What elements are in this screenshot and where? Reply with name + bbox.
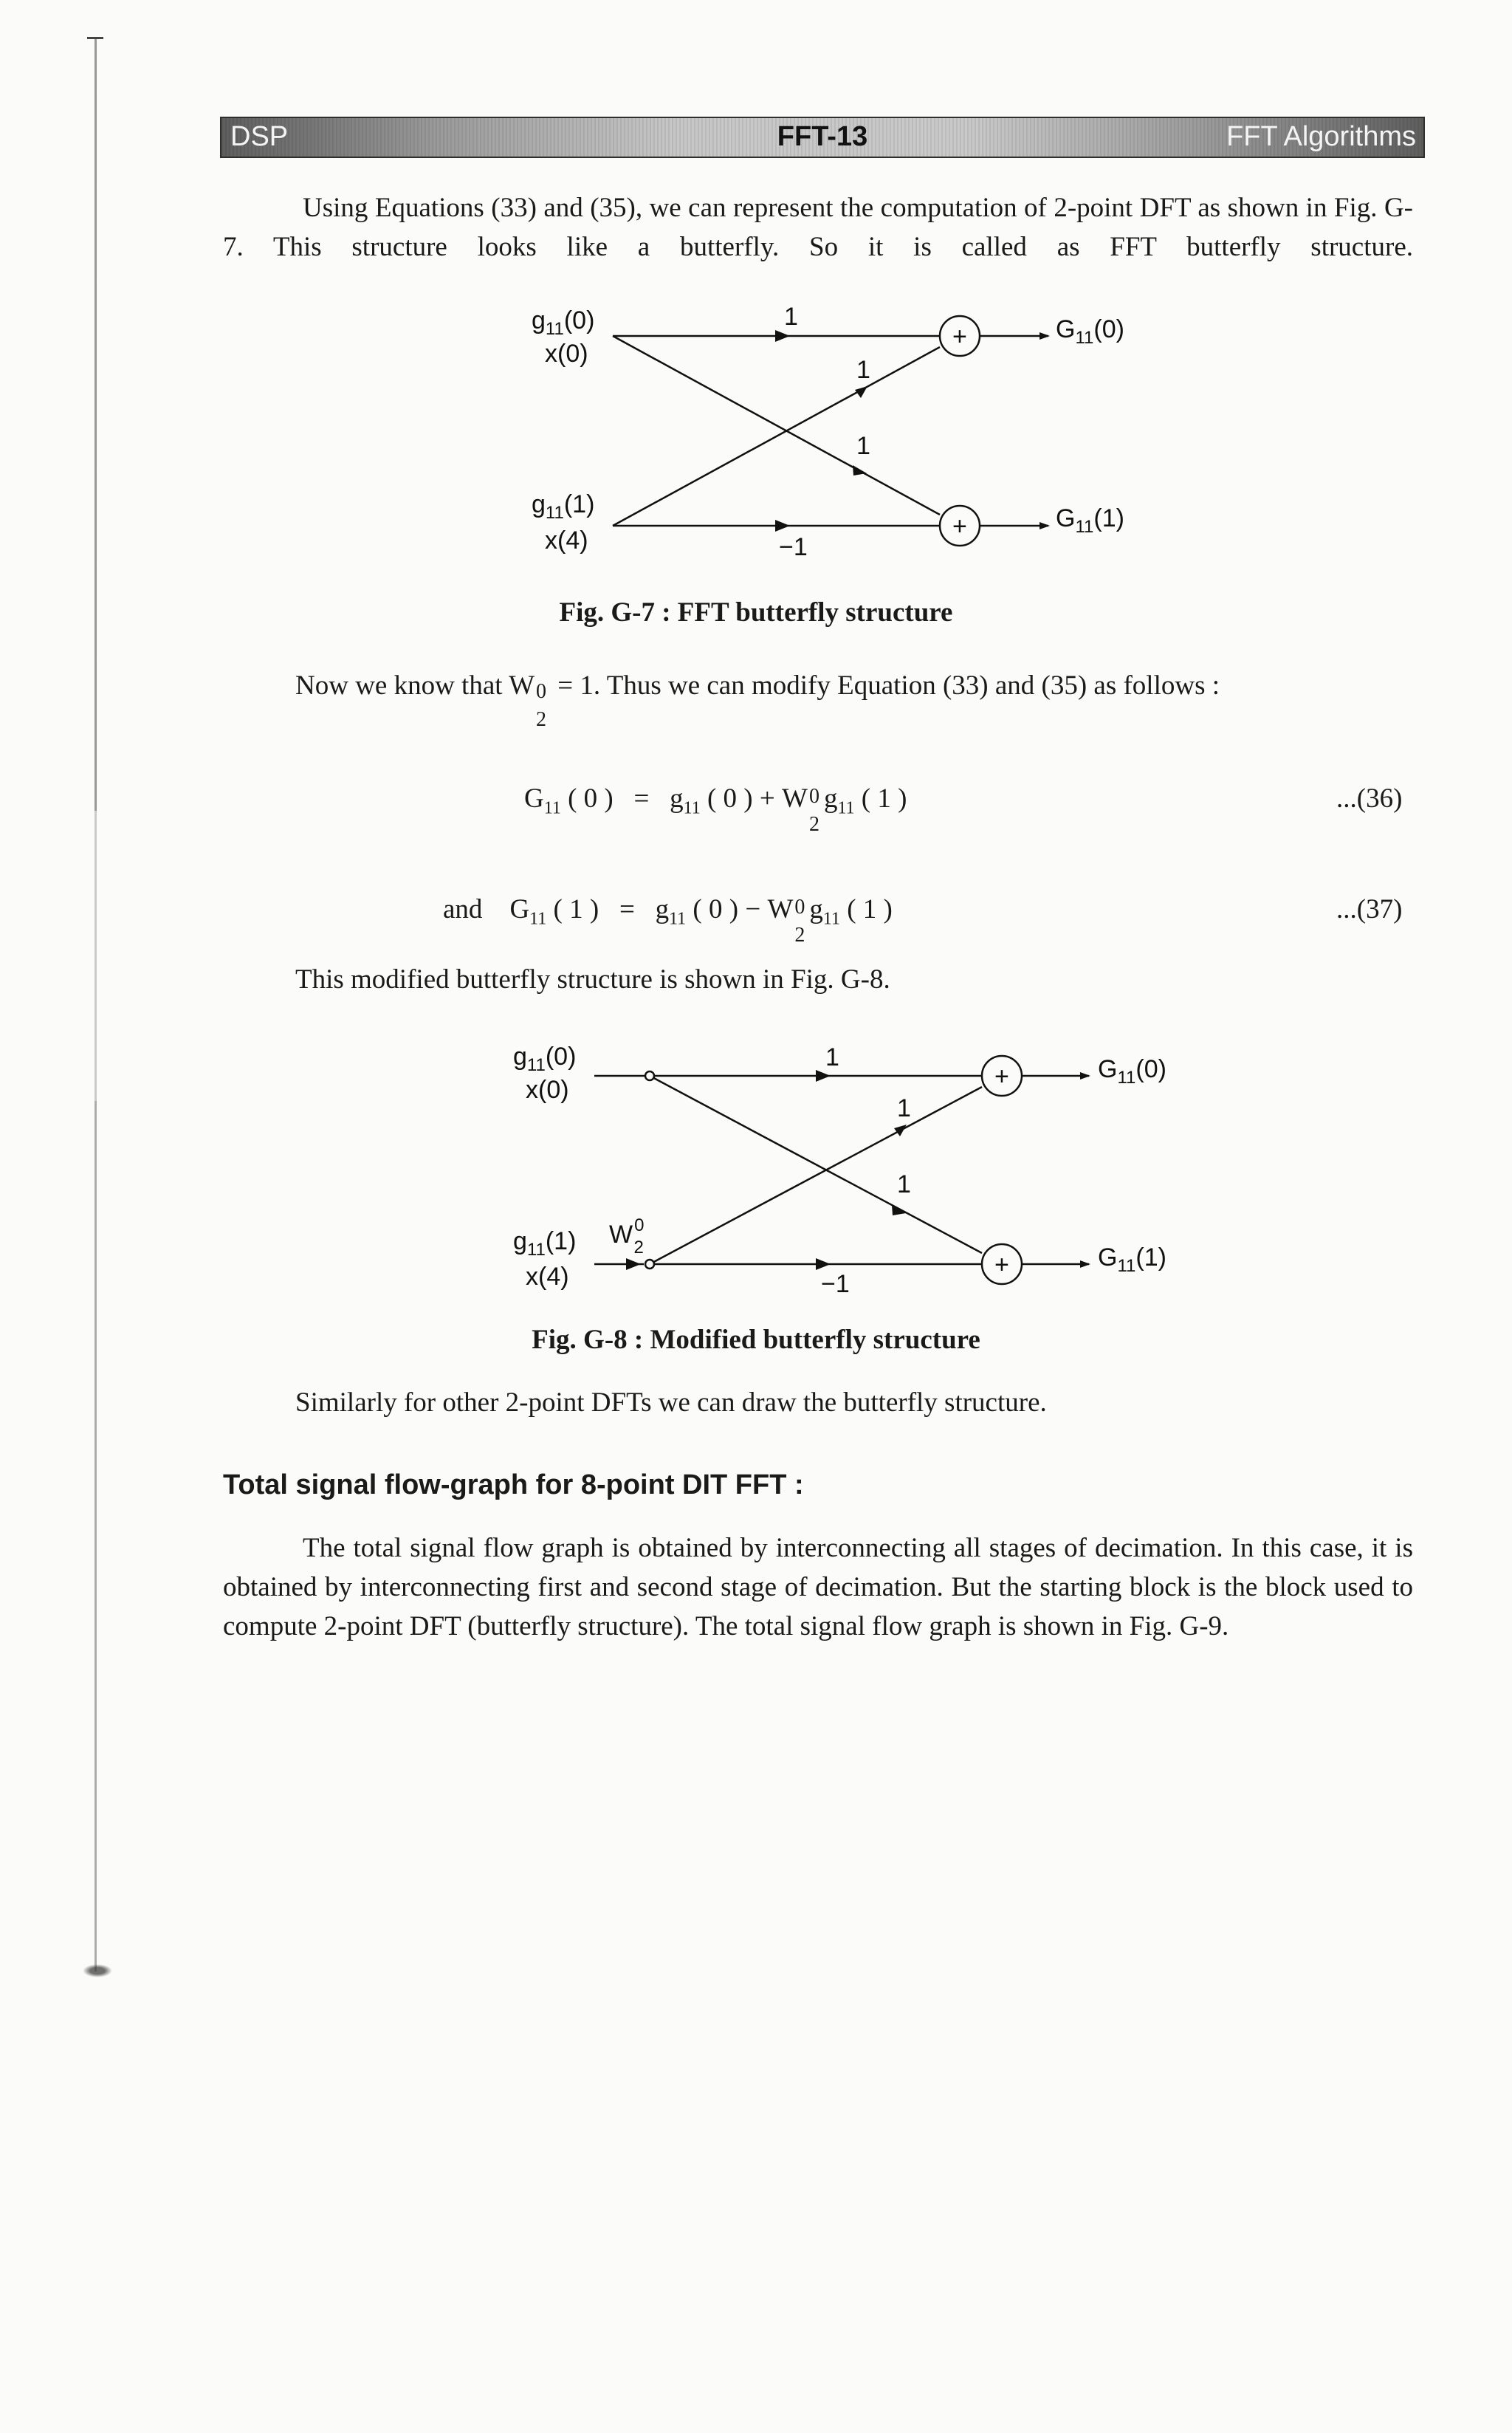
fig8-cross-down bbox=[650, 1076, 982, 1253]
fig8-arrow-cross-up bbox=[894, 1125, 907, 1136]
fig7-adder-top-sign: + bbox=[952, 323, 967, 351]
fig8-node-bottom bbox=[645, 1260, 654, 1269]
fig8-arrow-twiddle bbox=[626, 1258, 641, 1270]
equation-37: and $G_{11}$ ( 1 ) = $g_{11}$ ( 0 ) − W 0 2 $g_{11}$ ( 1 ) bbox=[443, 894, 893, 947]
fig8-output0-label: $G_{11}(0)$ bbox=[1098, 1055, 1166, 1088]
equation-36: $G_{11}$ ( 0 ) = $g_{11}$ ( 0 ) + W 0 2 $g_{11}$ ( 1 ) bbox=[524, 783, 907, 836]
fig7-caption: Fig. G-7 : FFT butterfly structure bbox=[559, 597, 953, 628]
equation-36-ref: ...(36) bbox=[1336, 783, 1403, 814]
fig8-caption: Fig. G-8 : Modified butterfly structure bbox=[532, 1325, 980, 1355]
fig8-weight-bottom: −1 bbox=[821, 1270, 850, 1298]
fig8-weight-top: 1 bbox=[825, 1043, 839, 1071]
fig8-input1-alt: x(4) bbox=[526, 1263, 569, 1291]
fig8-input1-label: $g_{11}(1)$ bbox=[513, 1227, 577, 1260]
fig7-input0-alt: x(0) bbox=[545, 340, 588, 368]
fig7-weight-cross-up: 1 bbox=[856, 356, 870, 384]
fig8-cross-up bbox=[650, 1087, 982, 1264]
fig7-input1-alt: x(4) bbox=[545, 526, 588, 555]
fig8-adder-bottom-sign: + bbox=[994, 1251, 1009, 1279]
similarly-paragraph: Similarly for other 2-point DFTs we can draw the butterfly structure. bbox=[295, 1387, 1047, 1418]
paragraph-w20: Now we know that W 0 2 = 1. Thus we can modify Equation (33) and (35) as follows : bbox=[295, 670, 1220, 731]
header-left-label: DSP bbox=[230, 121, 289, 152]
fig8-weight-cross-down: 1 bbox=[897, 1170, 911, 1198]
fig7-weight-bottom: −1 bbox=[779, 533, 808, 561]
fig8-adder-top-sign: + bbox=[994, 1063, 1009, 1091]
fig8-arrow-cross-down bbox=[892, 1205, 906, 1215]
fig8-weight-cross-up: 1 bbox=[897, 1094, 911, 1122]
fig7-output0-label: $G_{11}(0)$ bbox=[1056, 315, 1124, 348]
modified-intro-paragraph: This modified butterfly structure is shown in Fig. G-8. bbox=[295, 964, 890, 995]
fig8-input0-label: $g_{11}(0)$ bbox=[513, 1043, 577, 1075]
page-number: FFT-13 bbox=[777, 121, 868, 152]
fig8-arrow-bottom bbox=[816, 1258, 831, 1270]
fig7-input0-label: $g_{11}(0)$ bbox=[532, 306, 595, 339]
section-heading: Total signal flow-graph for 8-point DIT FFT : bbox=[223, 1469, 804, 1500]
intro-paragraph: Using Equations (33) and (35), we can represent the computation of 2-point DFT as shown in Fig. G-7. This structure looks like a butterfly. So it is called as FFT butterfly structure. bbox=[223, 193, 1413, 262]
header-right-label: FFT Algorithms bbox=[1226, 121, 1416, 152]
fig7-adder-bottom-sign: + bbox=[952, 512, 967, 541]
fig7-weight-cross-down: 1 bbox=[856, 432, 870, 460]
fig8-output1-label: $G_{11}(1)$ bbox=[1098, 1243, 1166, 1276]
fig7-output1-label: $G_{11}(1)$ bbox=[1056, 504, 1124, 537]
fig7-input1-label: $g_{11}(1)$ bbox=[532, 490, 595, 523]
fig8-input0-alt: x(0) bbox=[526, 1076, 569, 1104]
signal-flow-paragraph: The total signal flow graph is obtained by interconnecting all stages of decimation. In this case, it is obtained by interconnecting first and second stage of decimation. But the starting block is the block used to compute 2-point DFT (butterfly structure). The total signal flow graph is shown in Fig. G-9. bbox=[223, 1533, 1413, 1641]
equation-37-ref: ...(37) bbox=[1336, 894, 1403, 924]
fig7-weight-top: 1 bbox=[784, 303, 798, 331]
fig8-arrow-top bbox=[816, 1070, 831, 1082]
fig8-twiddle-label: $W^0$ 2 bbox=[609, 1215, 645, 1257]
fig8-node-top bbox=[645, 1071, 654, 1080]
